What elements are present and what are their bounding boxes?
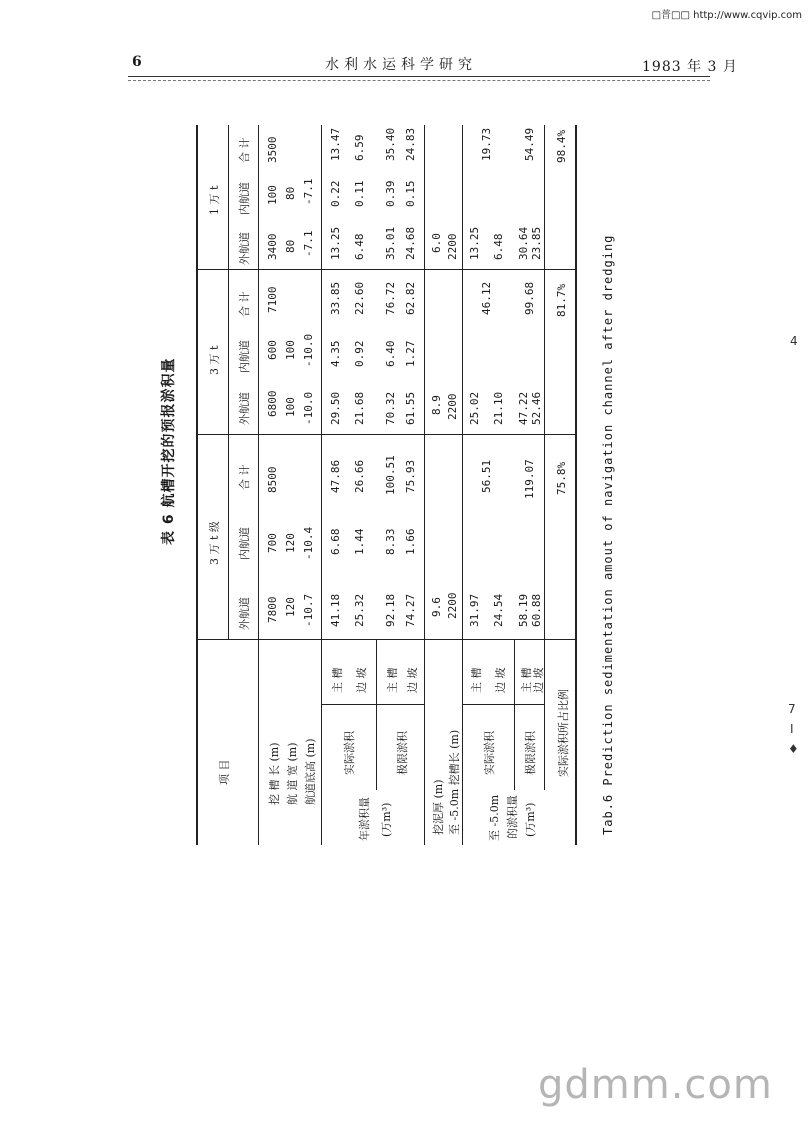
annual-actual-total: 47.86 — [329, 459, 342, 493]
depth-value: -10.4 — [302, 526, 315, 560]
row-label-length: 挖 槽 长 (m) — [268, 742, 281, 805]
length-value: 3500 — [266, 136, 279, 163]
table-rule-v-group-2 — [196, 434, 576, 435]
header-rule-dashed — [128, 80, 710, 81]
table-caption: Tab.6 Prediction sedimentation amout of navigation channel after dredging — [601, 234, 615, 835]
to5-extreme-total: 54.49 — [523, 127, 536, 161]
annual-extreme-total: 24.83 — [404, 127, 417, 161]
to5-label: 至 -5.0m — [488, 794, 501, 841]
source-banner: □普□□ http://www.cqvip.com — [651, 10, 802, 21]
depth-value: -10.7 — [302, 593, 315, 627]
length-value: 3400 — [266, 233, 279, 260]
annual-extreme-total: 75.93 — [404, 459, 417, 493]
subheader: 外航道 — [238, 597, 251, 630]
subheader: 合 计 — [238, 137, 251, 163]
width-value: 120 — [284, 533, 297, 553]
cut-value: 2200 — [446, 393, 459, 420]
header-group-3: 1 万 t — [208, 185, 221, 215]
table-rule-top — [196, 125, 198, 845]
to5-actual-total: 56.51 — [480, 459, 493, 493]
annual-extreme-side: 1.66 — [404, 528, 417, 555]
subheader: 内航道 — [238, 182, 251, 215]
header-group-2: 3 万 t — [208, 345, 221, 375]
table-rule-v-annual-sub — [321, 704, 424, 705]
annual-extreme-main: 0.39 — [384, 180, 397, 207]
cut-value: 2200 — [446, 592, 459, 619]
table-rule-annual-mid — [376, 640, 377, 790]
to5-actual-total: 46.12 — [480, 281, 493, 315]
to5-extreme-total: 99.68 — [523, 281, 536, 315]
length-value: 100 — [266, 185, 279, 205]
annual-actual-side: 1.44 — [353, 528, 366, 555]
side-slope-label: 边 坡 — [355, 667, 368, 693]
annual-actual-main: 0.22 — [329, 180, 342, 207]
subheader: 合 计 — [238, 291, 251, 317]
row-label-width: 航 道 宽 (m) — [286, 742, 299, 805]
width-value: 100 — [284, 340, 297, 360]
extreme-label: 极限淤积 — [396, 731, 409, 775]
annual-extreme-side: 24.68 — [404, 226, 417, 260]
annual-actual-main: 41.18 — [329, 593, 342, 627]
annual-actual-side: 21.68 — [353, 391, 366, 425]
table-rule-v-to5-sub — [462, 704, 544, 705]
ratio-value: 81.7% — [555, 283, 568, 317]
main-channel-label: 主 槽 — [331, 667, 344, 693]
annual-extreme-side: 0.15 — [404, 180, 417, 207]
annual-extreme-main: 8.33 — [384, 528, 397, 555]
annual-extreme-total: 76.72 — [384, 281, 397, 315]
ratio-value: 98.4% — [555, 129, 568, 163]
width-value: 120 — [284, 597, 297, 617]
annual-extreme-side: 61.55 — [404, 391, 417, 425]
depth-value: -7.1 — [302, 230, 315, 257]
depth-value: -7.1 — [302, 178, 315, 205]
annual-label: 年淤积量 — [358, 797, 371, 841]
length-value: 600 — [266, 340, 279, 360]
rotated-table-block — [161, 125, 615, 845]
annual-actual-side: 6.48 — [353, 233, 366, 260]
annual-actual-total: 26.66 — [353, 459, 366, 493]
ratio-label: 实际淤积所占比例 — [557, 689, 570, 777]
annual-extreme-total: 100.51 — [384, 455, 397, 495]
annual-actual-total: 33.85 — [329, 281, 342, 315]
to5-extreme-side: 52.46 — [530, 391, 543, 425]
annual-extreme-total: 35.40 — [384, 127, 397, 161]
length-value: 700 — [266, 533, 279, 553]
annual-actual-main: 29.50 — [329, 391, 342, 425]
table-rule-head — [258, 125, 259, 845]
to5-extreme-side: 23.85 — [530, 226, 543, 260]
mud-value: 8.9 — [430, 395, 443, 415]
annual-extreme-total: 62.82 — [404, 281, 417, 315]
to5-extreme-total: 119.07 — [523, 459, 536, 499]
length-value: 7800 — [266, 596, 279, 623]
to5-extreme-main: 30.64 — [517, 226, 530, 260]
to5-actual-main: 25.02 — [468, 391, 481, 425]
annual-actual-total: 13.47 — [329, 127, 342, 161]
table-rule-dims — [321, 125, 322, 845]
to5-label-2: 的淤积量 — [506, 795, 519, 839]
to5-actual-main: 31.97 — [468, 593, 481, 627]
margin-mark: ♦ — [788, 742, 799, 756]
issue-date: 1983 年 3 月 — [642, 59, 738, 75]
table-rule-group — [228, 125, 229, 640]
table-rule-v-label — [196, 639, 576, 640]
annual-extreme-side: 1.27 — [404, 340, 417, 367]
subheader: 内航道 — [238, 340, 251, 373]
annual-actual-main: 13.25 — [329, 226, 342, 260]
length-value: 7100 — [266, 286, 279, 313]
to5-extreme-main: 58.19 — [517, 593, 530, 627]
table-rule-annual — [424, 125, 425, 845]
header-project: 项 目 — [218, 759, 231, 785]
to5-unit: (万m³) — [524, 802, 537, 837]
annual-extreme-main: 92.18 — [384, 593, 397, 627]
ratio-value: 75.8% — [555, 461, 568, 495]
subheader: 合 计 — [238, 464, 251, 490]
width-value: 100 — [284, 397, 297, 417]
to5-actual-main: 13.25 — [468, 226, 481, 260]
table-title: 表 6 航槽开挖的预报淤积量 — [161, 357, 177, 545]
header-rule — [128, 76, 710, 77]
width-value: 80 — [284, 239, 297, 253]
to5-actual-side: 6.48 — [492, 233, 505, 260]
annual-extreme-side: 74.27 — [404, 593, 417, 627]
actual-label: 实际淤积 — [343, 731, 356, 775]
depth-value: -10.0 — [302, 333, 315, 367]
to5-actual-total: 19.73 — [480, 127, 493, 161]
sediment-table — [196, 125, 576, 845]
length-value: 8500 — [266, 466, 279, 493]
cut-value: 2200 — [446, 233, 459, 260]
row-label-depth: 航道底高 (m) — [304, 738, 317, 805]
watermark: gdmm.com — [538, 1062, 773, 1108]
mud-value: 6.0 — [430, 233, 443, 253]
header-group-1: 3 万 t 级 — [208, 521, 221, 565]
side-slope-label: 边 坡 — [406, 667, 419, 693]
length-value: 6800 — [266, 390, 279, 417]
main-channel-label: 主 槽 — [520, 667, 533, 693]
table-rule-bottom — [575, 125, 577, 845]
to5-actual-side: 24.54 — [492, 593, 505, 627]
side-slope-label: 边 坡 — [532, 667, 545, 693]
table-rule-v-group-3 — [196, 269, 576, 270]
actual-label: 实际淤积 — [483, 731, 496, 775]
subheader: 外航道 — [238, 232, 251, 265]
annual-extreme-main: 35.01 — [384, 226, 397, 260]
annual-actual-main: 4.35 — [329, 340, 342, 367]
side-slope-label: 边 坡 — [494, 667, 507, 693]
journal-title: 水利水运科学研究 — [325, 57, 477, 73]
main-channel-label: 主 槽 — [470, 667, 483, 693]
page-number: 6 — [132, 54, 142, 70]
subheader: 内航道 — [238, 527, 251, 560]
table-rule-mud — [462, 125, 463, 845]
table-rule-to5-mid — [514, 640, 515, 790]
cut-label: 至 -5.0m 挖槽长 (m) — [448, 729, 461, 835]
annual-actual-side: 25.32 — [353, 593, 366, 627]
annual-actual-total: 22.60 — [353, 281, 366, 315]
annual-unit: (万m³) — [380, 802, 393, 837]
depth-value: -10.0 — [302, 391, 315, 425]
annual-extreme-main: 70.32 — [384, 391, 397, 425]
width-value: 80 — [284, 186, 297, 200]
annual-extreme-main: 6.40 — [384, 340, 397, 367]
margin-mark: 7 — [788, 702, 796, 716]
subheader: 外航道 — [238, 392, 251, 425]
main-channel-label: 主 槽 — [386, 667, 399, 693]
margin-mark: I — [790, 722, 794, 736]
mud-value: 9.6 — [430, 597, 443, 617]
margin-mark: 4 — [790, 334, 798, 348]
annual-actual-total: 6.59 — [353, 134, 366, 161]
extreme-label: 极限淤积 — [524, 731, 537, 775]
mud-label: 挖泥厚 (m) — [432, 779, 445, 835]
to5-actual-side: 21.10 — [492, 391, 505, 425]
annual-actual-main: 6.68 — [329, 528, 342, 555]
to5-extreme-side: 60.88 — [530, 593, 543, 627]
annual-actual-side: 0.11 — [353, 180, 366, 207]
to5-extreme-main: 47.22 — [517, 391, 530, 425]
annual-actual-side: 0.92 — [353, 340, 366, 367]
